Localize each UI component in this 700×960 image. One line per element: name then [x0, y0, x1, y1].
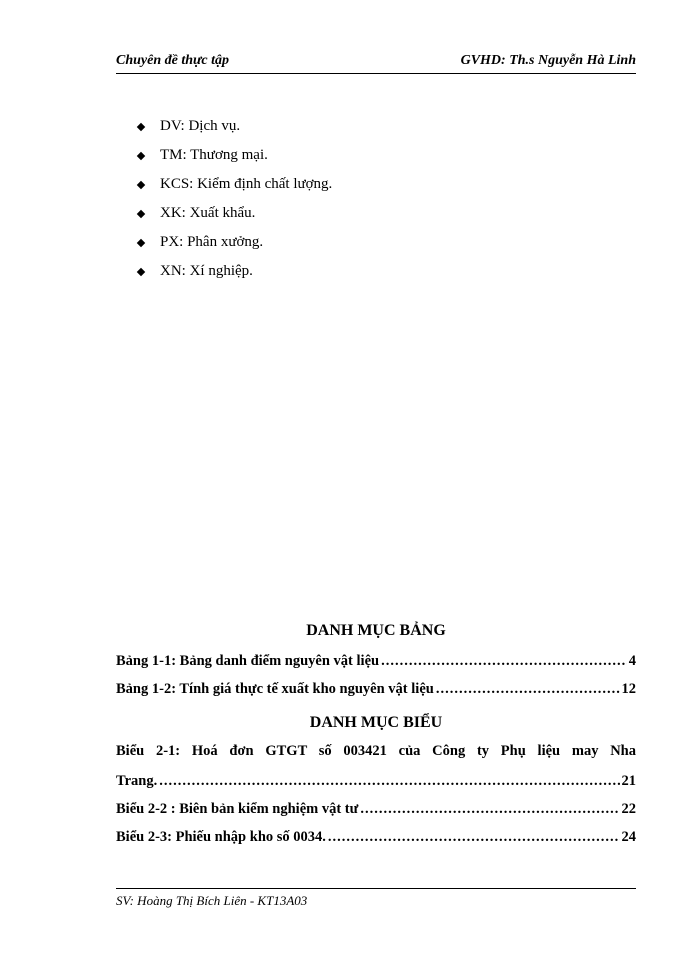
bullet-icon — [137, 181, 145, 189]
toc-page-number: 21 — [621, 773, 636, 789]
toc-entry-label: Trang. — [116, 773, 158, 789]
toc-entry-label: Biểu 2-2 : Biên bản kiểm nghiệm vật tư — [116, 801, 359, 817]
list-item — [138, 141, 332, 170]
abbreviation-list — [138, 112, 332, 286]
toc-entry-form-2-2[interactable] — [116, 801, 636, 818]
toc-page-number: 22 — [621, 801, 636, 817]
forms-section-title: DANH MỤC BIỂU — [309, 714, 443, 731]
page-footer — [116, 888, 636, 909]
list-item — [138, 257, 332, 286]
bullet-icon — [137, 152, 145, 160]
list-item — [138, 112, 332, 141]
header-supervisor: GVHD: Th.s Nguyễn Hà Linh — [460, 53, 636, 68]
toc-page-number: 12 — [621, 681, 636, 697]
abbreviation-text: DV: Dịch vụ. — [160, 118, 241, 134]
abbreviation-text: KCS: Kiểm định chất lượng. — [160, 176, 333, 192]
toc-dot-leader — [436, 681, 620, 698]
abbreviation-text: PX: Phân xưởng. — [160, 234, 264, 250]
toc-entry-label: Biểu 2-3: Phiếu nhập kho số 0034. — [116, 829, 326, 845]
list-item — [138, 228, 332, 257]
toc-entry-label: Bảng 1-2: Tính giá thực tế xuất kho nguyên vật liệu — [116, 681, 434, 697]
abbreviation-text: TM: Thương mại. — [160, 147, 268, 163]
bullet-icon — [137, 210, 145, 218]
toc-dot-leader — [360, 801, 619, 818]
toc-entry-form-2-1-line1[interactable]: Biểu 2-1: Hoá đơn GTGT số 003421 của Công ty Phụ liệu may Nha — [116, 743, 636, 759]
tables-section-title: DANH MỤC BẢNG — [306, 622, 446, 639]
toc-entry-table-1-1[interactable] — [116, 653, 636, 670]
abbreviation-text: XN: Xí nghiệp. — [160, 263, 253, 279]
page-header — [116, 53, 636, 74]
toc-dot-leader — [381, 653, 627, 670]
bullet-icon — [137, 268, 145, 276]
toc-entry-label: Bảng 1-1: Bảng danh điểm nguyên vật liệu — [116, 653, 380, 669]
toc-page-number: 4 — [628, 653, 636, 669]
list-item — [138, 199, 332, 228]
header-document-type: Chuyên đề thực tập — [116, 53, 230, 68]
toc-entry-form-2-3[interactable] — [116, 829, 636, 846]
list-item — [138, 170, 332, 199]
bullet-icon — [137, 123, 145, 131]
toc-dot-leader — [328, 829, 620, 846]
bullet-icon — [137, 239, 145, 247]
abbreviation-text: XK: Xuất khẩu. — [160, 205, 256, 221]
footer-student-info: SV: Hoàng Thị Bích Liên - KT13A03 — [116, 893, 308, 908]
toc-entry-form-2-1-line2[interactable] — [116, 773, 636, 790]
toc-page-number: 24 — [621, 829, 636, 845]
toc-dot-leader — [159, 773, 619, 790]
toc-entry-table-1-2[interactable] — [116, 681, 636, 698]
